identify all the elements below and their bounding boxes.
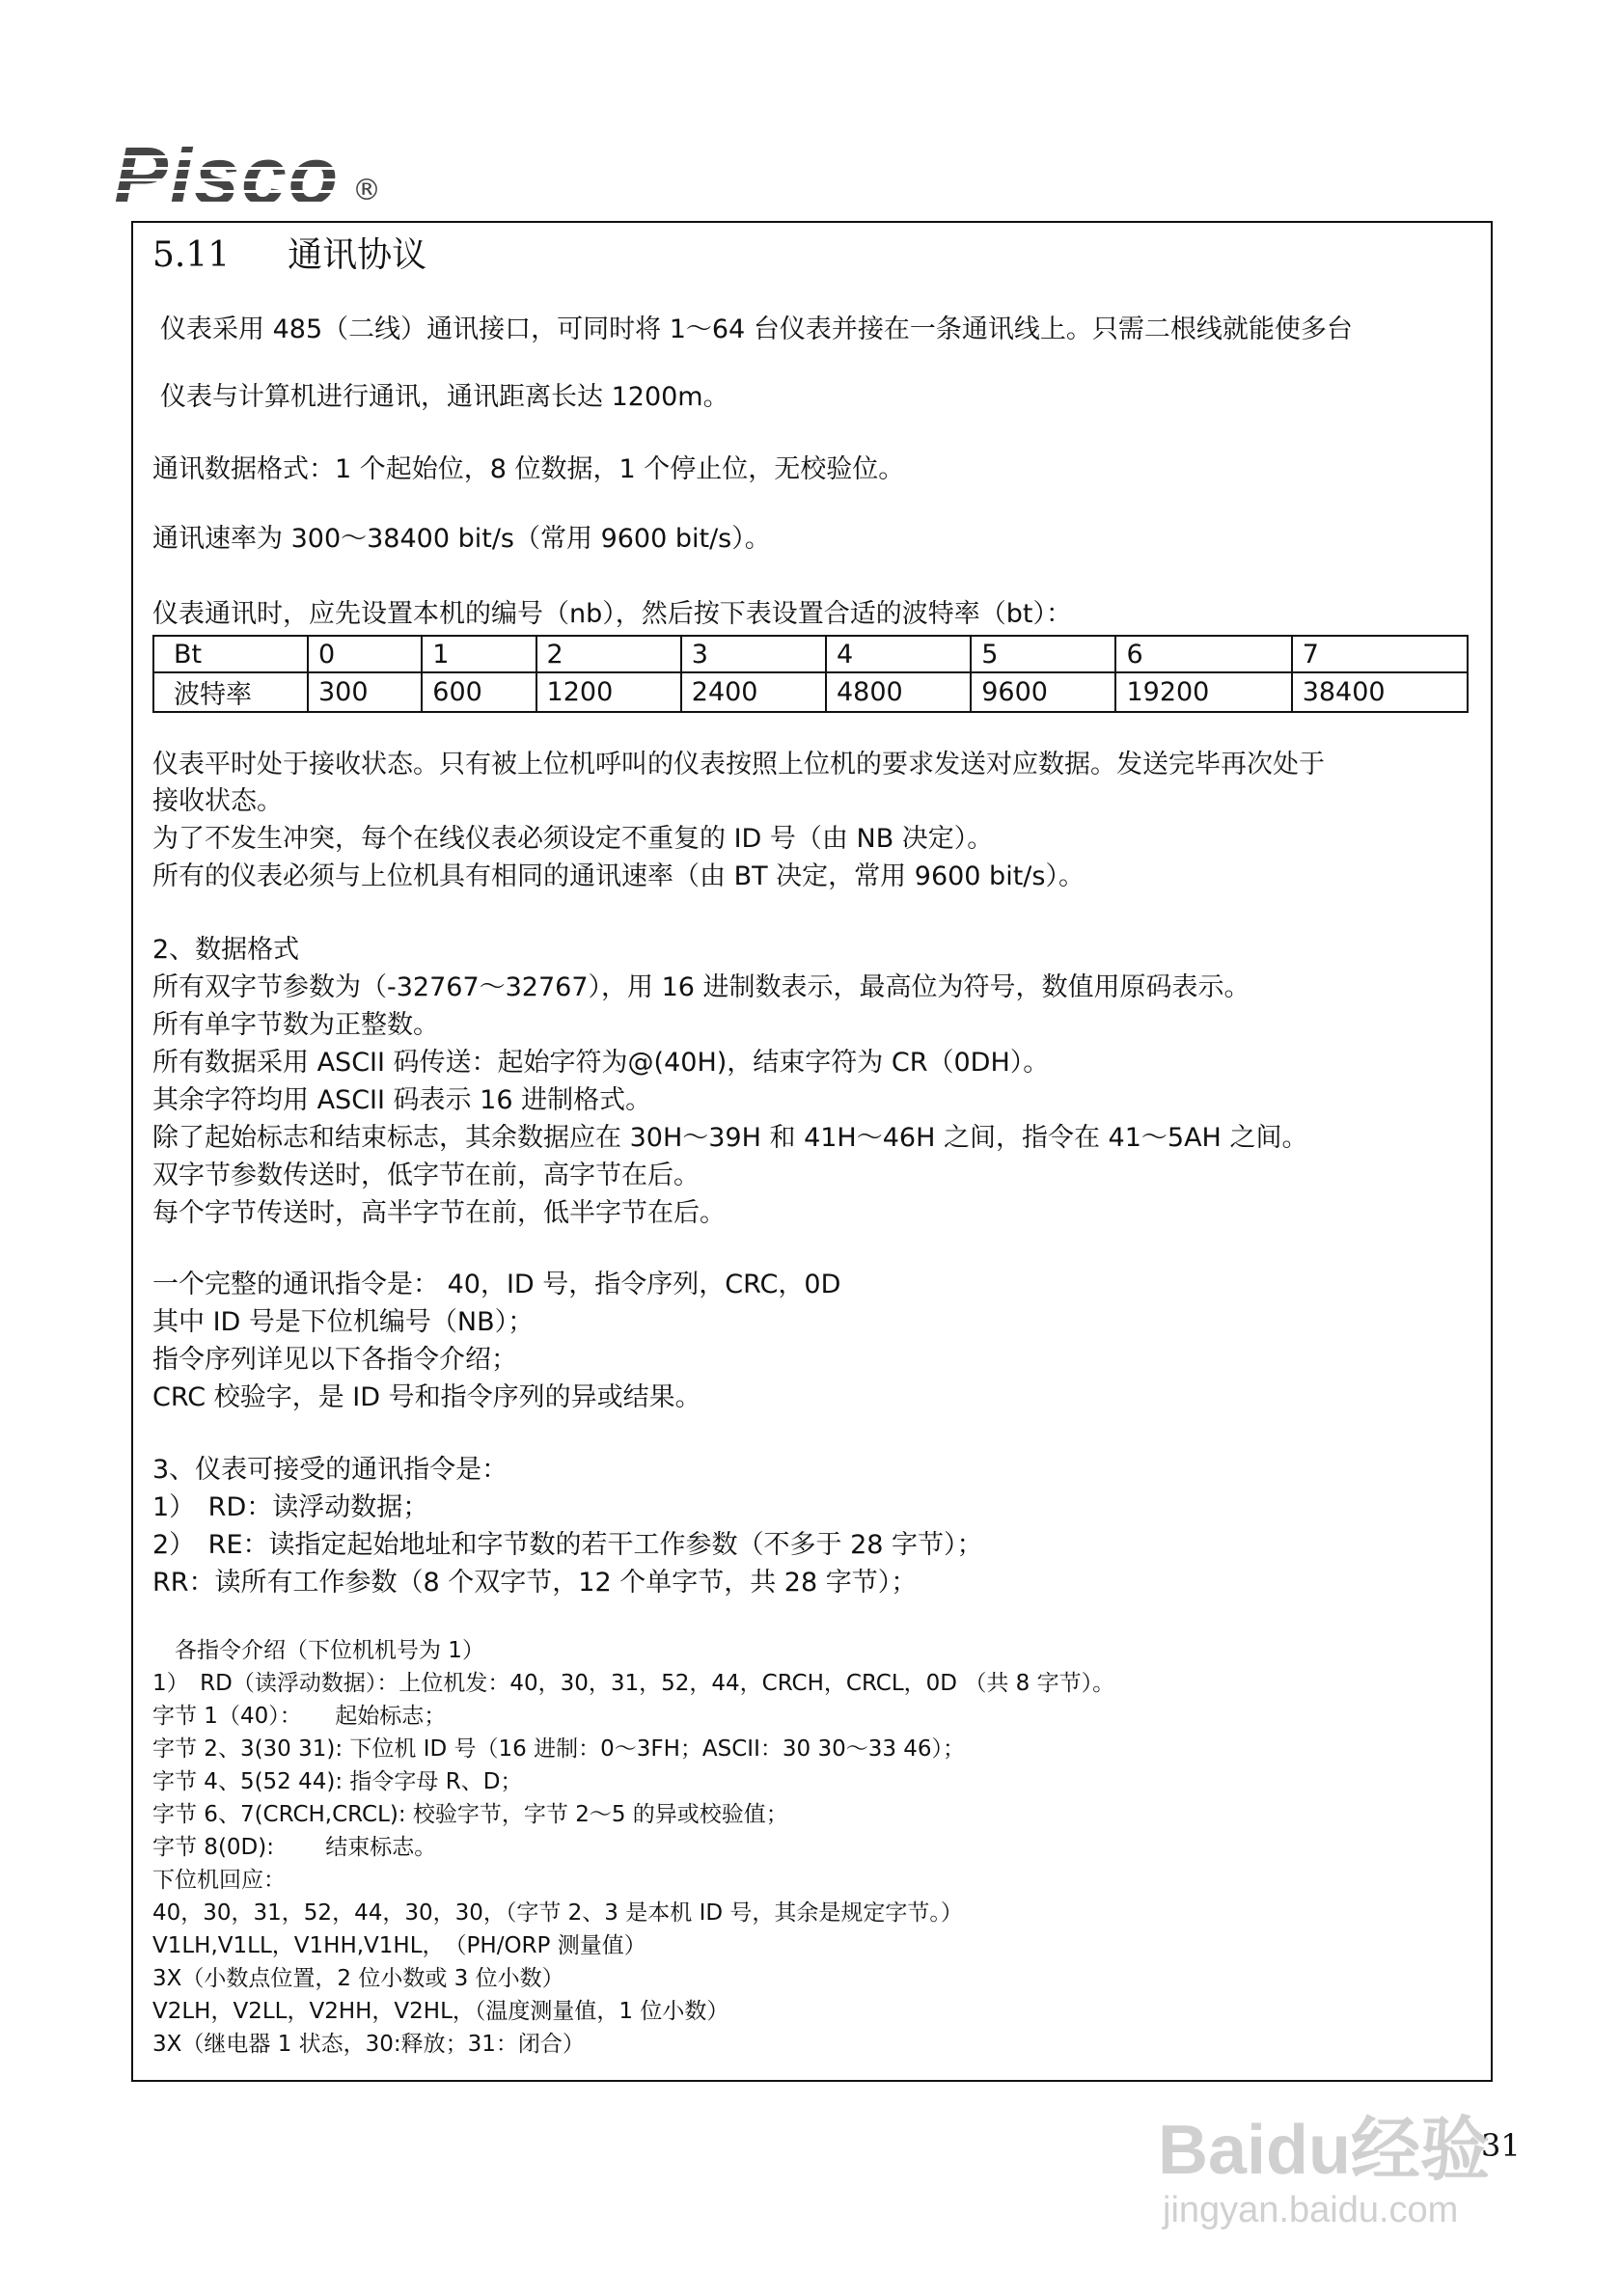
text-line: 字节 2、3(30 31): 下位机 ID 号（16 进制：0～3FH；ASCII：30 30～33 46）； — [152, 1736, 966, 1762]
table-cell: 1 — [422, 636, 536, 672]
table-cell: 4800 — [826, 672, 971, 712]
text-line: 其余字符均用 ASCII 码表示 16 进制格式。 — [152, 1085, 652, 1115]
text-line: 3、仪表可接受的通讯指令是： — [152, 1455, 508, 1485]
text-line: 字节 6、7(CRCH,CRCL): 校验字节，字节 2～5 的异或校验值； — [152, 1802, 788, 1827]
text-line: 2、数据格式 — [152, 935, 300, 965]
text-line: 字节 4、5(52 44): 指令字母 R、D； — [152, 1769, 523, 1794]
table-cell: 2 — [536, 636, 681, 672]
text-line: 指令序列详见以下各指令介绍； — [152, 1345, 517, 1375]
text-line: 所有数据采用 ASCII 码传送：起始字符为@(40H)，结束字符为 CR（0DH）。 — [152, 1048, 1050, 1078]
text-line: 字节 1（40）： 起始标志； — [152, 1704, 447, 1729]
text-line: 所有双字节参数为（-32767～32767），用 16 进制数表示，最高位为符号，数值用原码表示。 — [152, 972, 1250, 1002]
text-line: 2） RE：读指定起始地址和字节数的若干工作参数（不多于 28 字节）； — [152, 1530, 983, 1560]
table-cell: 7 — [1292, 636, 1468, 672]
watermark-brand: Baidu经验 — [1158, 2112, 1491, 2189]
text-line: CRC 校验字，是 ID 号和指令序列的异或结果。 — [152, 1382, 701, 1412]
text-line: 各指令介绍（下位机机号为 1） — [152, 1638, 484, 1663]
text-line: 字节 8(0D): 结束标志。 — [152, 1835, 437, 1860]
section-title: 通讯协议 — [288, 235, 427, 275]
text-line: 1） RD：读浮动数据； — [152, 1492, 429, 1522]
text-line: 除了起始标志和结束标志，其余数据应在 30H～39H 和 41H～46H 之间，指令在 41～5AH 之间。 — [152, 1123, 1308, 1153]
text-line: 仪表通讯时，应先设置本机的编号（nb），然后按下表设置合适的波特率（bt）： — [152, 599, 1072, 629]
section-heading — [152, 228, 484, 277]
text-line: 3X（小数点位置，2 位小数或 3 位小数） — [152, 1966, 564, 1991]
table-cell: 19200 — [1115, 672, 1291, 712]
text-line: 1） RD（读浮动数据）：上位机发：40，30，31，52，44，CRCH，CRCL，0D （共 8 字节）。 — [152, 1671, 1115, 1696]
text-line: V2LH，V2LL，V2HH，V2HL，（温度测量值，1 位小数） — [152, 1999, 729, 2024]
text-line: 双字节参数传送时，低字节在前，高字节在后。 — [152, 1161, 700, 1190]
watermark-url: jingyan.baidu.com — [1163, 2190, 1459, 2230]
text-line: 通讯数据格式：1 个起始位，8 位数据，1 个停止位，无校验位。 — [152, 454, 905, 484]
text-line: 为了不发生冲突，每个在线仪表必须设定不重复的 ID 号（由 NB 决定）。 — [152, 824, 994, 854]
text-line: 仪表与计算机进行通讯，通讯距离长达 1200m。 — [160, 382, 729, 412]
table-cell: 9600 — [971, 672, 1115, 712]
table-cell: 1200 — [536, 672, 681, 712]
table-row — [153, 672, 1468, 712]
text-line: 仪表采用 485（二线）通讯接口，可同时将 1～64 台仪表并接在一条通讯线上。只需二根线就能使多台 — [160, 314, 1353, 344]
table-cell: 2400 — [681, 672, 826, 712]
table-cell: 0 — [308, 636, 422, 672]
pisco-logo: Pisco — [114, 130, 341, 221]
table-cell: 600 — [422, 672, 536, 712]
page-number: 31 — [1481, 2127, 1521, 2164]
registered-mark: ® — [352, 174, 381, 207]
table-cell: 38400 — [1292, 672, 1468, 712]
text-line: V1LH,V1LL，V1HH,V1HL， （PH/ORP 测量值） — [152, 1933, 646, 1958]
table-cell: Bt — [153, 636, 308, 672]
table-cell: 6 — [1115, 636, 1291, 672]
table-cell: 波特率 — [153, 672, 308, 712]
text-line: 通讯速率为 300～38400 bit/s（常用 9600 bit/s）。 — [152, 524, 771, 554]
text-line: 其中 ID 号是下位机编号（NB）； — [152, 1307, 535, 1337]
baud-rate-table — [152, 635, 1469, 713]
text-line: 40，30，31，52，44，30，30，（字节 2、3 是本机 ID 号，其余是规定字节。） — [152, 1900, 963, 1926]
text-line: 一个完整的通讯指令是： 40，ID 号，指令序列，CRC，0D — [152, 1270, 841, 1299]
table-row — [153, 636, 1468, 672]
text-line: 下位机回应： — [152, 1868, 286, 1893]
text-line: 每个字节传送时，高半字节在前，低半字节在后。 — [152, 1198, 726, 1228]
table-cell: 4 — [826, 636, 971, 672]
text-line: RR：读所有工作参数（8 个双字节，12 个单字节，共 28 字节）； — [152, 1568, 918, 1598]
table-cell: 3 — [681, 636, 826, 672]
text-line: 3X（继电器 1 状态，30:释放；31：闭合） — [152, 2032, 585, 2057]
section-number: 5.11 — [152, 235, 231, 275]
text-line: 所有单字节数为正整数。 — [152, 1010, 439, 1040]
text-line: 接收状态。 — [152, 786, 283, 816]
text-line: 仪表平时处于接收状态。只有被上位机呼叫的仪表按照上位机的要求发送对应数据。发送完毕再次处于 — [152, 750, 1325, 779]
text-line: 所有的仪表必须与上位机具有相同的通讯速率（由 BT 决定，常用 9600 bit/s）。 — [152, 861, 1085, 891]
table-cell: 300 — [308, 672, 422, 712]
table-cell: 5 — [971, 636, 1115, 672]
